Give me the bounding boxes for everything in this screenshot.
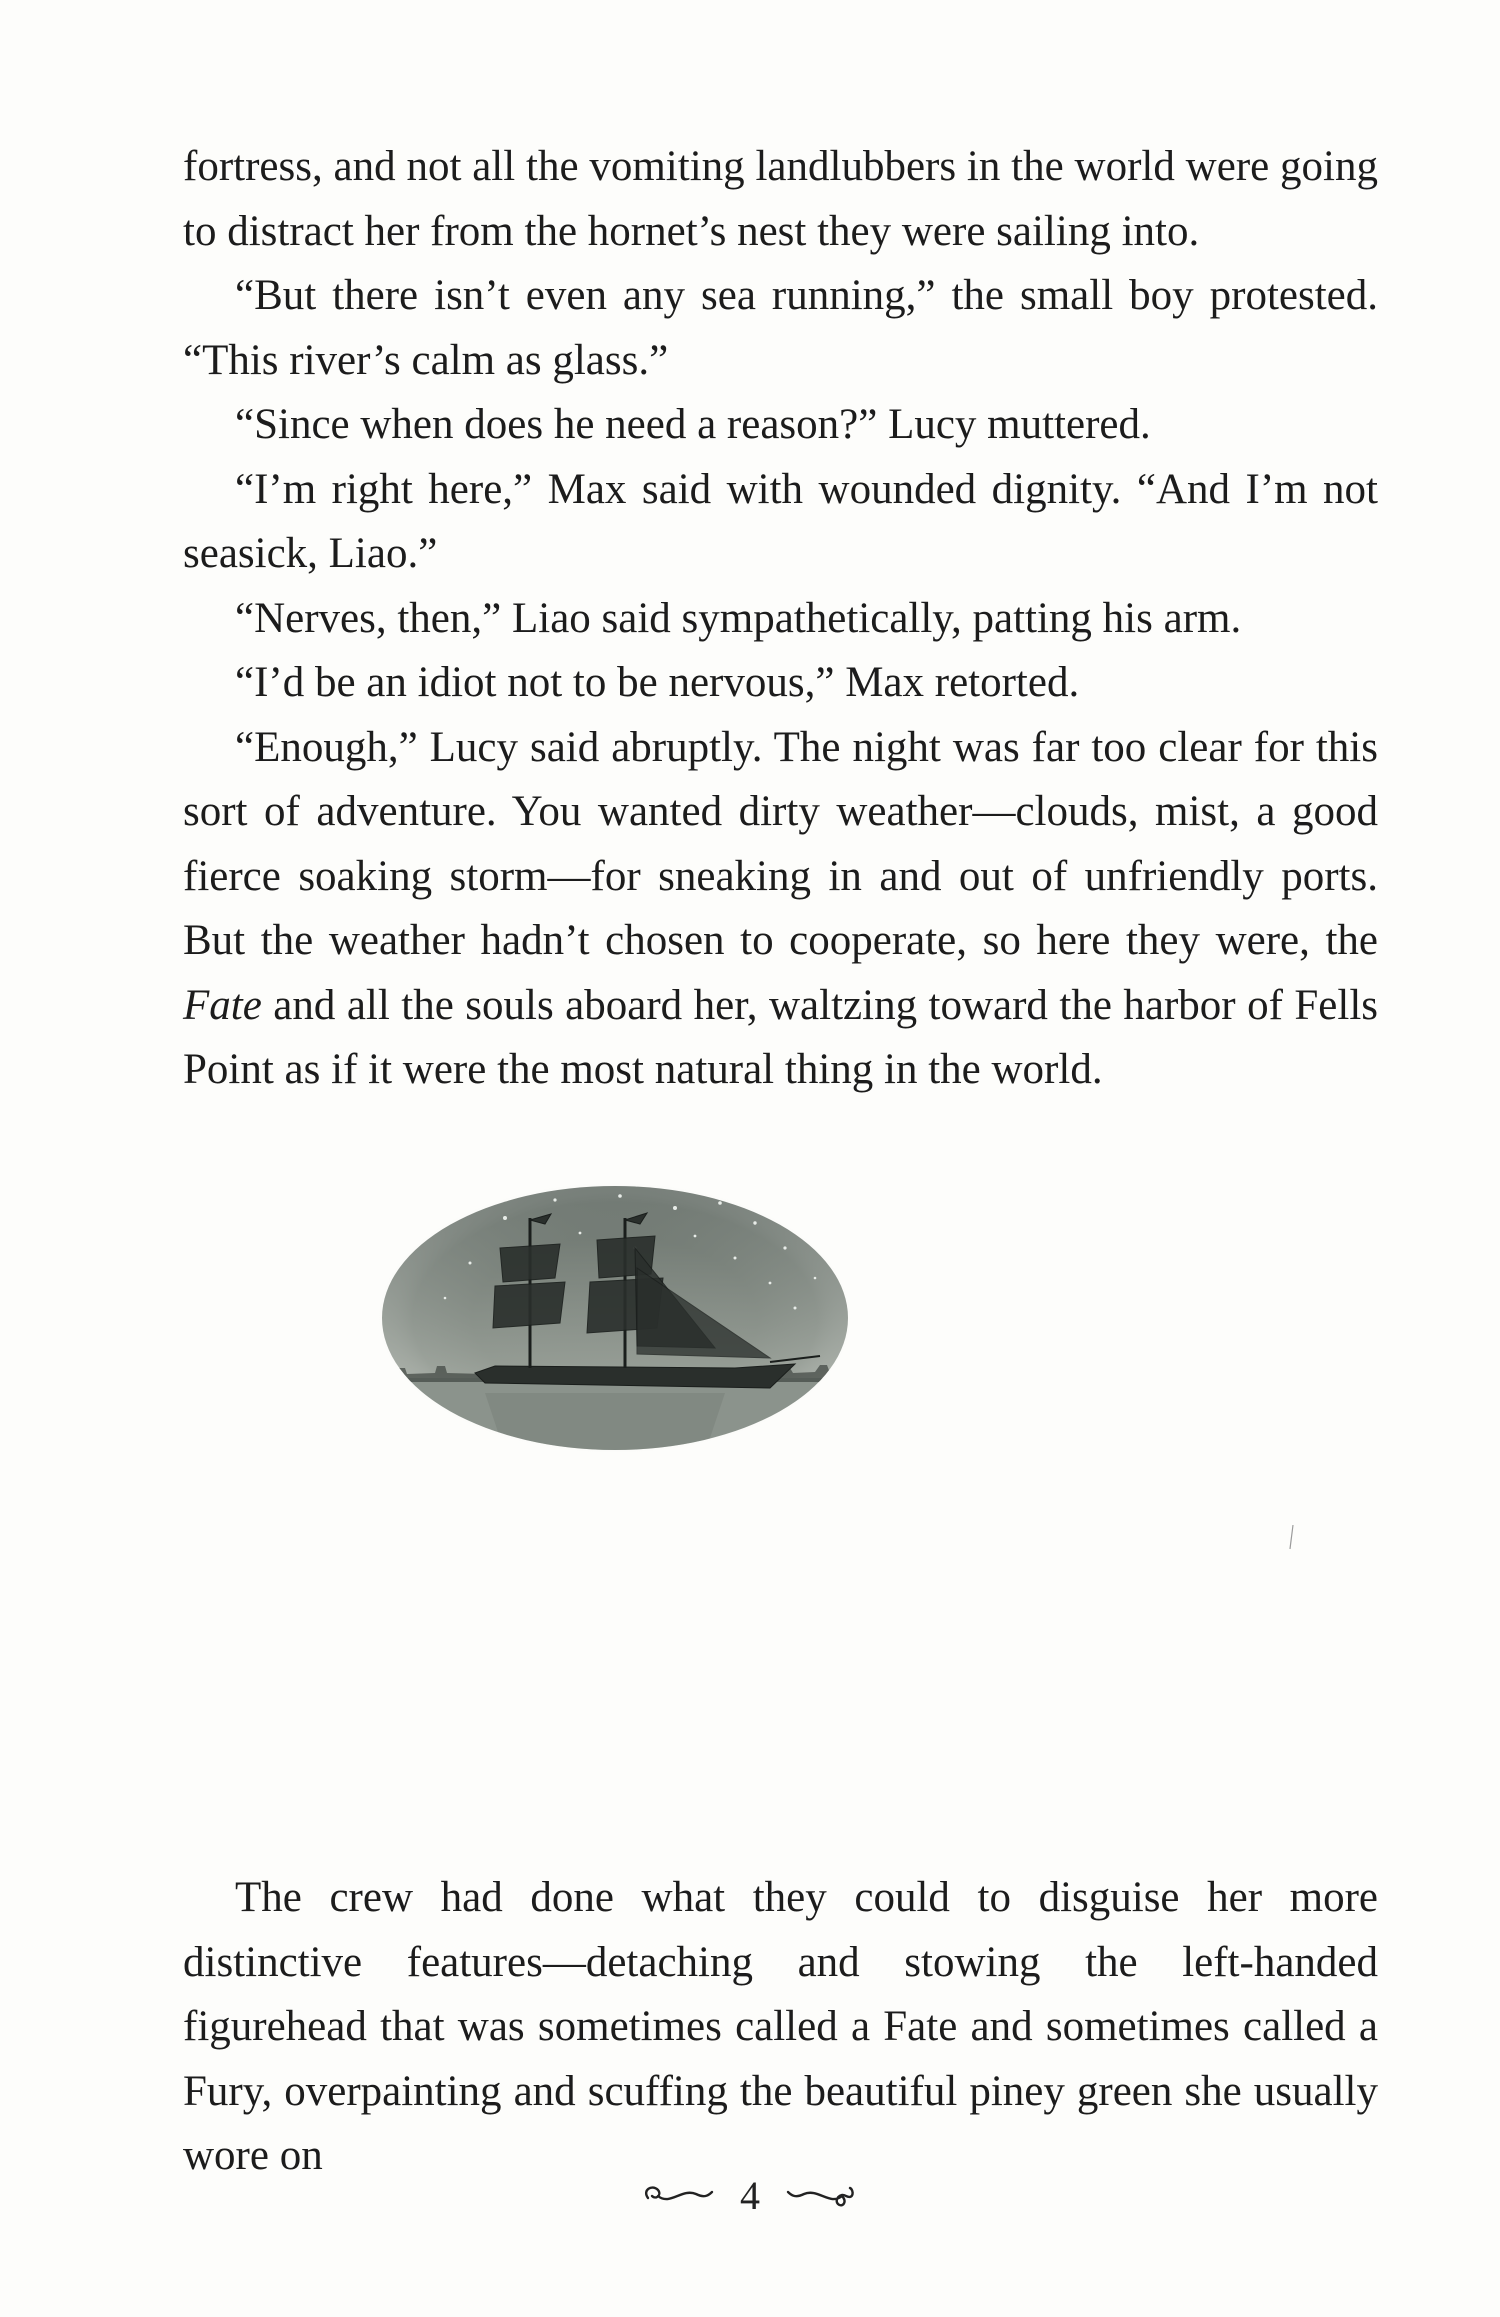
paragraph: “Since when does he need a reason?” Lucy muttered. <box>235 401 1151 448</box>
text-block-top <box>183 135 1378 1103</box>
ship-vignette-icon <box>375 1178 855 1453</box>
paragraph-storm <box>183 716 1378 1103</box>
paragraph: “I’m right here,” Max said with wounded dignity. “And I’m not seasick, Liao.” <box>183 465 1378 577</box>
paragraph: “I’d be an idiot not to be nervous,” Max retorted. <box>235 659 1080 706</box>
page-number: 4 <box>740 2172 760 2218</box>
paragraph-text: and all the souls aboard her, waltzing toward the harbor of Fells Point as if it were the most natural thing in the world. <box>183 981 1378 1093</box>
stray-mark <box>1289 1525 1295 1549</box>
paragraph: “But there isn’t even any sea running,” the small boy protested. “This river’s calm as glass.” <box>183 272 1378 384</box>
ship-illustration <box>375 1178 855 1453</box>
paragraph: fortress, and not all the vomiting landlubbers in the world were going to distract her from the hornet’s nest they were sailing into. <box>183 143 1378 255</box>
ship-name: Fate <box>183 981 262 1029</box>
right-flourish-icon <box>784 2178 862 2214</box>
page-number-folio <box>0 2168 1500 2220</box>
left-flourish-icon <box>638 2178 716 2214</box>
paragraph: “Nerves, then,” Liao said sympathetically, patting his arm. <box>235 594 1242 642</box>
paragraph: The crew had done what they could to disguise her more distinctive features—detaching and stowing the left-handed figurehead that was sometimes called a Fate and sometimes called a Fury, overpainting and scuffing the beautiful piney green she usually wore on <box>183 1874 1378 2179</box>
text-block-bottom <box>183 1866 1378 2189</box>
paragraph-text: “Enough,” Lucy said abruptly. The night was far too clear for this sort of adventure. You wanted dirty weather—clouds, mist, a good fierce soaking storm—for sneaking in and out of unfriendly ports. But the weather hadn’t chosen to cooperate, so here they were, the <box>183 723 1378 964</box>
